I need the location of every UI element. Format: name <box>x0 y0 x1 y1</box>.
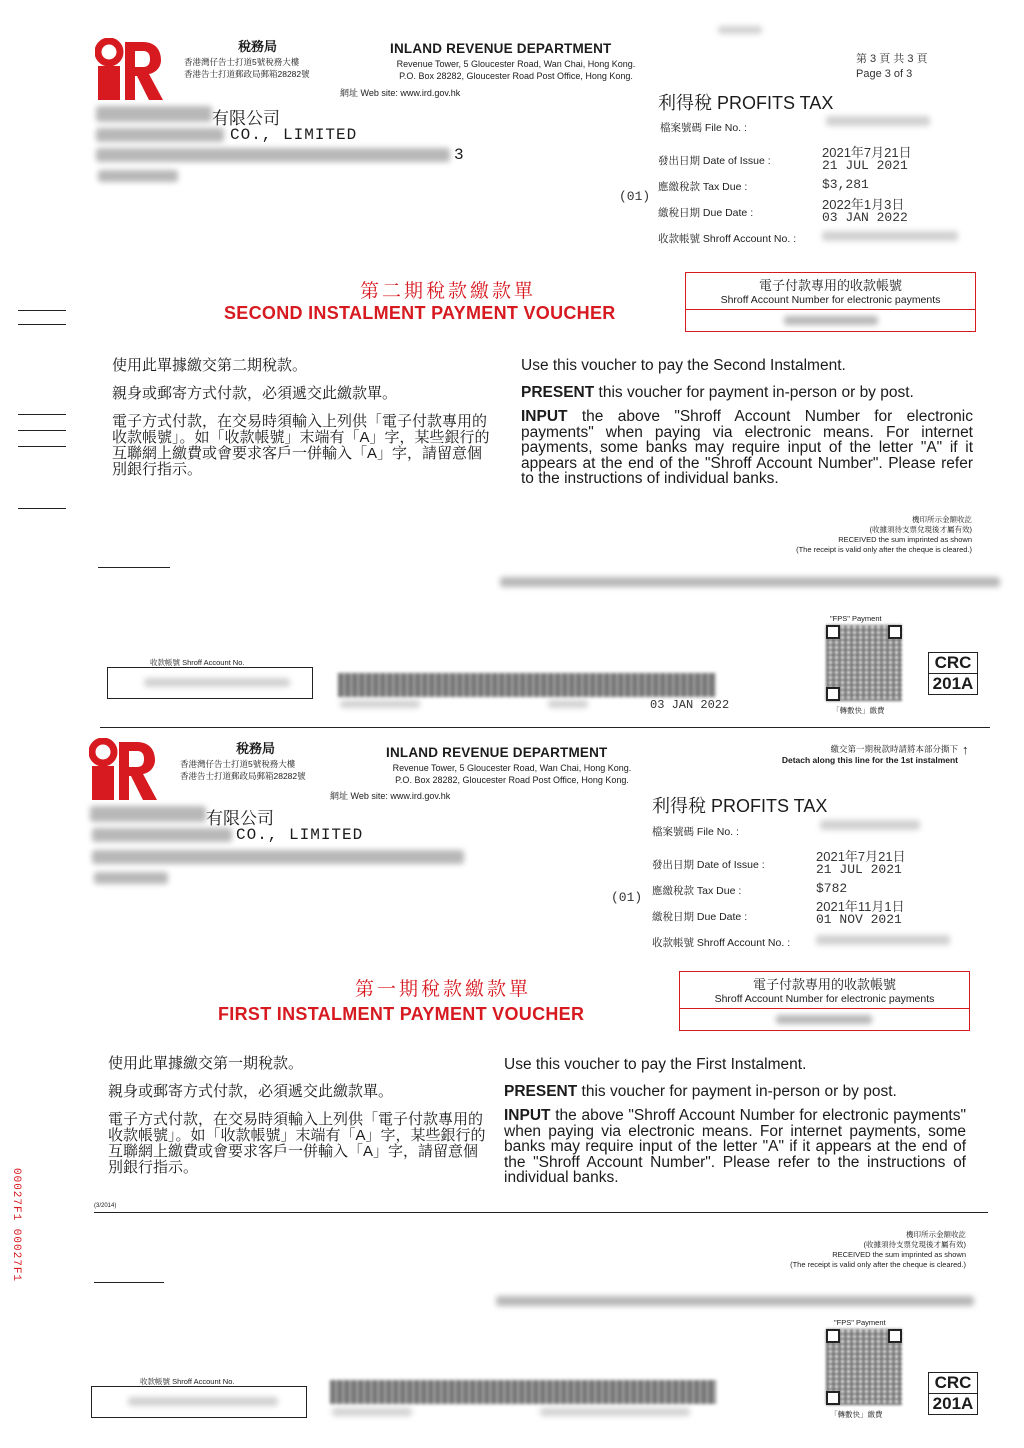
detach-note <box>746 744 958 766</box>
instr-en-3: the above "Shroff Account Number for electronic payments" when paying via electronic means. For internet payments, some banks may require input of the letter "A" if it appears at the end of the "Shroff Account Number". Please refer to the instructions of individual banks. <box>504 1107 966 1186</box>
stub-shroff-box <box>107 667 313 699</box>
instr-en-1: Use this voucher to pay the Second Instalment. <box>521 357 846 374</box>
due-date-label: 繳稅日期 Due Date : <box>658 207 754 219</box>
eshroff-box <box>685 272 976 332</box>
company-name-cn: 有限公司 <box>206 809 274 828</box>
instr-en-1: Use this voucher to pay the First Instalment. <box>504 1056 807 1073</box>
date-of-issue-label: 發出日期 Date of Issue : <box>658 155 771 167</box>
redacted-address-line1 <box>96 148 450 162</box>
redacted-machine-imprint <box>496 1296 974 1306</box>
signature-line <box>94 1282 164 1283</box>
tax-due-value: $3,281 <box>822 177 869 192</box>
redacted-eshroff-no <box>784 316 878 325</box>
fps-qr-code <box>826 625 902 701</box>
instr-en-2: this voucher for payment in-person or by post. <box>577 1082 897 1100</box>
redacted-eshroff-no <box>776 1015 872 1024</box>
date-of-issue-en: 21 JUL 2021 <box>822 158 908 173</box>
redacted-machine-imprint <box>500 577 1000 587</box>
redacted-scanline <box>548 700 588 708</box>
received-note <box>694 1230 966 1270</box>
qr-finder <box>826 687 840 701</box>
stub-due-date: 03 JAN 2022 <box>650 698 730 712</box>
redacted-company-name <box>90 806 206 822</box>
detach-line <box>100 727 990 728</box>
file-no-label: 檔案號碼 File No. : <box>660 122 747 134</box>
file-no-label: 檔案號碼 File No. : <box>652 826 739 838</box>
website: 網址 Web site: www.ird.gov.hk <box>330 791 451 801</box>
received-cn-1: 機印所示金額收訖 <box>912 515 972 524</box>
redacted-scanline <box>540 1408 690 1416</box>
instructions-cn <box>108 1056 486 1176</box>
instr-cn-3: 電子方式付款，在交易時須輸入上列供「電子付款專用的收款帳號」。如「收款帳號」末端有「A」字，某些銀行的互聯網上繳費或會要求客戶一併輸入「A」字，請留意個別銀行指示。 <box>112 413 490 478</box>
instr-en-3-bold: INPUT <box>504 1107 551 1124</box>
tax-due-value: $782 <box>816 881 848 896</box>
due-date-en: 03 JAN 2022 <box>822 210 908 225</box>
dept-address-cn <box>180 758 306 782</box>
redacted-file-no <box>826 116 930 126</box>
redacted-address-line2 <box>98 170 178 182</box>
received-cn-2: (收據須待支票兌現後才屬有效) <box>869 525 972 534</box>
dept-address-en <box>372 762 652 786</box>
detach-cn: 繳交第一期稅款時請將本部分撕下 <box>830 744 958 754</box>
margin-mark <box>18 414 66 415</box>
stub-shroff-label: 收款帳號 Shroff Account No. <box>140 1377 235 1386</box>
dept-name-cn: 稅務局 <box>238 39 278 54</box>
dept-address-en <box>376 58 656 82</box>
crc-box <box>928 1372 978 1415</box>
redacted-address-line1 <box>92 850 464 864</box>
detach-arrow-icon: ↑ <box>962 742 969 757</box>
fps-caption: 「轉數快」繳費 <box>830 1410 883 1419</box>
due-date-cn: 2021年11月1日 <box>816 899 905 914</box>
date-of-issue-en: 21 JUL 2021 <box>816 862 902 877</box>
qr-finder <box>826 625 840 639</box>
addr-cn-line2: 香港告士打道郵政局郵箱28282號 <box>180 771 306 781</box>
qr-finder <box>826 1391 840 1405</box>
company-name-cn: 有限公司 <box>212 109 280 128</box>
voucher-code: (01) <box>619 189 651 204</box>
crc-box <box>928 652 978 695</box>
date-of-issue-value <box>822 146 912 172</box>
redacted-address-line2 <box>94 872 168 884</box>
date-of-issue-cn: 2021年7月21日 <box>816 849 906 864</box>
instructions-en <box>504 1057 966 1186</box>
form-code: (3/2014) <box>94 1203 117 1209</box>
instr-cn-2: 親身或郵寄方式付款，必須遞交此繳款單。 <box>108 1083 394 1100</box>
redacted-file-no <box>820 820 920 830</box>
margin-mark <box>18 508 66 509</box>
qr-finder <box>888 625 902 639</box>
fps-title: "FPS" Payment <box>834 1318 886 1327</box>
redacted-shroff-no <box>816 935 950 945</box>
barcode <box>330 1380 716 1404</box>
addr-en-line1: Revenue Tower, 5 Gloucester Road, Wan Chai, Hong Kong. <box>396 59 636 69</box>
eshroff-box <box>679 971 970 1031</box>
redacted-scanline <box>332 1408 412 1416</box>
qr-finder <box>888 1329 902 1343</box>
date-of-issue-label: 發出日期 Date of Issue : <box>652 859 765 871</box>
instr-cn-2: 親身或郵寄方式付款，必須遞交此繳款單。 <box>112 385 398 402</box>
date-of-issue-cn: 2021年7月21日 <box>822 145 912 160</box>
voucher-code: (01) <box>611 890 643 905</box>
addr-en-line1: Revenue Tower, 5 Gloucester Road, Wan Chai, Hong Kong. <box>392 763 632 773</box>
side-serial-code: 00027F1 00027F1 <box>10 1168 22 1283</box>
crc-code: 201A <box>929 1393 977 1414</box>
addr-en-line2: P.O. Box 28282, Gloucester Road Post Office, Hong Kong. <box>395 775 629 785</box>
redacted-stub-shroff <box>128 1397 278 1406</box>
addr-en-line2: P.O. Box 28282, Gloucester Road Post Office, Hong Kong. <box>399 71 633 81</box>
received-cn-1: 機印所示金額收訖 <box>906 1230 966 1239</box>
dept-name-cn: 稅務局 <box>236 741 276 756</box>
instr-cn-1: 使用此單據繳交第一期稅款。 <box>108 1055 304 1072</box>
dept-address-cn <box>184 56 310 80</box>
due-date-en: 01 NOV 2021 <box>816 912 902 927</box>
instr-cn-3: 電子方式付款，在交易時須輸入上列供「電子付款專用的收款帳號」。如「收款帳號」末端有「A」字，某些銀行的互聯網上繳費或會要求客戶一併輸入「A」字，請留意個別銀行指示。 <box>108 1111 486 1176</box>
instr-en-3: the above "Shroff Account Number for electronic payments" when paying via electronic means. For internet payments, some banks may require input of the letter "A" if it appears at the end of the "Shroff Account Number". Please refer to the instructions of individual banks. <box>521 408 973 487</box>
date-of-issue-value <box>816 850 906 876</box>
eshroff-en: Shroff Account Number for electronic payments <box>714 993 935 1005</box>
voucher-title-cn: 第一期稅款繳款單 <box>355 979 532 1000</box>
company-name-en: CO., LIMITED <box>236 826 364 844</box>
ird-logo-icon <box>89 738 157 802</box>
voucher-title-en: SECOND INSTALMENT PAYMENT VOUCHER <box>224 303 616 323</box>
margin-mark <box>18 430 66 431</box>
fps-caption: 「轉數快」繳費 <box>832 706 885 715</box>
crc-code: 201A <box>929 673 977 694</box>
fps-qr-code <box>826 1329 902 1405</box>
stub-shroff-label: 收款帳號 Shroff Account No. <box>150 658 245 667</box>
instructions-en <box>521 358 973 487</box>
voucher-title-en: FIRST INSTALMENT PAYMENT VOUCHER <box>218 1004 585 1024</box>
eshroff-cn: 電子付款專用的收款帳號 <box>758 278 902 293</box>
dept-name-en: INLAND REVENUE DEPARTMENT <box>390 41 612 56</box>
instr-en-3-bold: INPUT <box>521 408 568 425</box>
received-en-1: RECEIVED the sum imprinted as shown <box>832 1250 966 1259</box>
redacted-mark <box>718 26 762 34</box>
tax-due-label: 應繳稅款 Tax Due : <box>652 885 742 897</box>
received-en-2: (The receipt is valid only after the cheque is cleared.) <box>790 1260 966 1269</box>
eshroff-en: Shroff Account Number for electronic payments <box>720 294 941 306</box>
received-cn-2: (收據須待支票兌現後才屬有效) <box>863 1240 966 1249</box>
instr-en-2-bold: PRESENT <box>521 383 595 401</box>
detach-en: Detach along this line for the 1st instalment <box>781 755 958 765</box>
margin-mark <box>18 310 66 311</box>
shroff-label: 收款帳號 Shroff Account No. : <box>652 937 791 949</box>
page-number-cn: 第 3 頁 共 3 頁 <box>856 53 928 65</box>
received-note <box>700 515 972 555</box>
addr-cn-line1: 香港灣仔告士打道5號稅務大樓 <box>184 57 300 67</box>
due-date-value <box>816 900 905 926</box>
redacted-company-en <box>96 128 224 142</box>
received-en-1: RECEIVED the sum imprinted as shown <box>838 535 972 544</box>
redacted-scanline <box>340 700 420 708</box>
company-name-en: CO., LIMITED <box>230 126 358 144</box>
redacted-company-en <box>92 828 232 842</box>
page-number <box>856 52 978 82</box>
address-tail: 3 <box>454 146 465 164</box>
signature-line <box>98 567 170 568</box>
ird-logo-icon <box>95 38 163 102</box>
received-en-2: (The receipt is valid only after the cheque is cleared.) <box>796 545 972 554</box>
due-date-value <box>822 198 908 224</box>
tax-type-title: 利得稅 PROFITS TAX <box>652 796 828 816</box>
tax-due-label: 應繳稅款 Tax Due : <box>658 181 748 193</box>
eshroff-cn: 電子付款專用的收款帳號 <box>752 977 896 992</box>
due-date-cn: 2022年1月3日 <box>822 197 905 212</box>
website: 網址 Web site: www.ird.gov.hk <box>340 88 461 98</box>
barcode <box>338 673 716 697</box>
instr-en-2-bold: PRESENT <box>504 1082 578 1100</box>
due-date-label: 繳稅日期 Due Date : <box>652 911 748 923</box>
page-number-en: Page 3 of 3 <box>856 68 913 80</box>
shroff-label: 收款帳號 Shroff Account No. : <box>658 233 797 245</box>
instr-en-2: this voucher for payment in-person or by post. <box>594 383 914 401</box>
qr-finder <box>826 1329 840 1343</box>
crc-label: CRC <box>934 653 972 672</box>
voucher-title-cn: 第二期稅款繳款單 <box>360 281 537 302</box>
instr-cn-1: 使用此單據繳交第二期稅款。 <box>112 357 308 374</box>
margin-mark <box>18 324 66 325</box>
tax-type-title: 利得稅 PROFITS TAX <box>658 93 834 113</box>
crc-label: CRC <box>934 1373 972 1392</box>
addr-cn-line1: 香港灣仔告士打道5號稅務大樓 <box>180 759 296 769</box>
instructions-cn <box>112 358 492 478</box>
dept-name-en: INLAND REVENUE DEPARTMENT <box>386 745 608 760</box>
fps-title: "FPS" Payment <box>830 614 882 623</box>
divider-line <box>94 1212 988 1213</box>
redacted-stub-shroff <box>144 678 290 687</box>
margin-mark <box>18 446 66 447</box>
stub-shroff-box <box>91 1386 307 1418</box>
addr-cn-line2: 香港告士打道郵政局郵箱28282號 <box>184 69 310 79</box>
redacted-shroff-no <box>822 231 958 241</box>
redacted-company-name <box>96 106 212 122</box>
